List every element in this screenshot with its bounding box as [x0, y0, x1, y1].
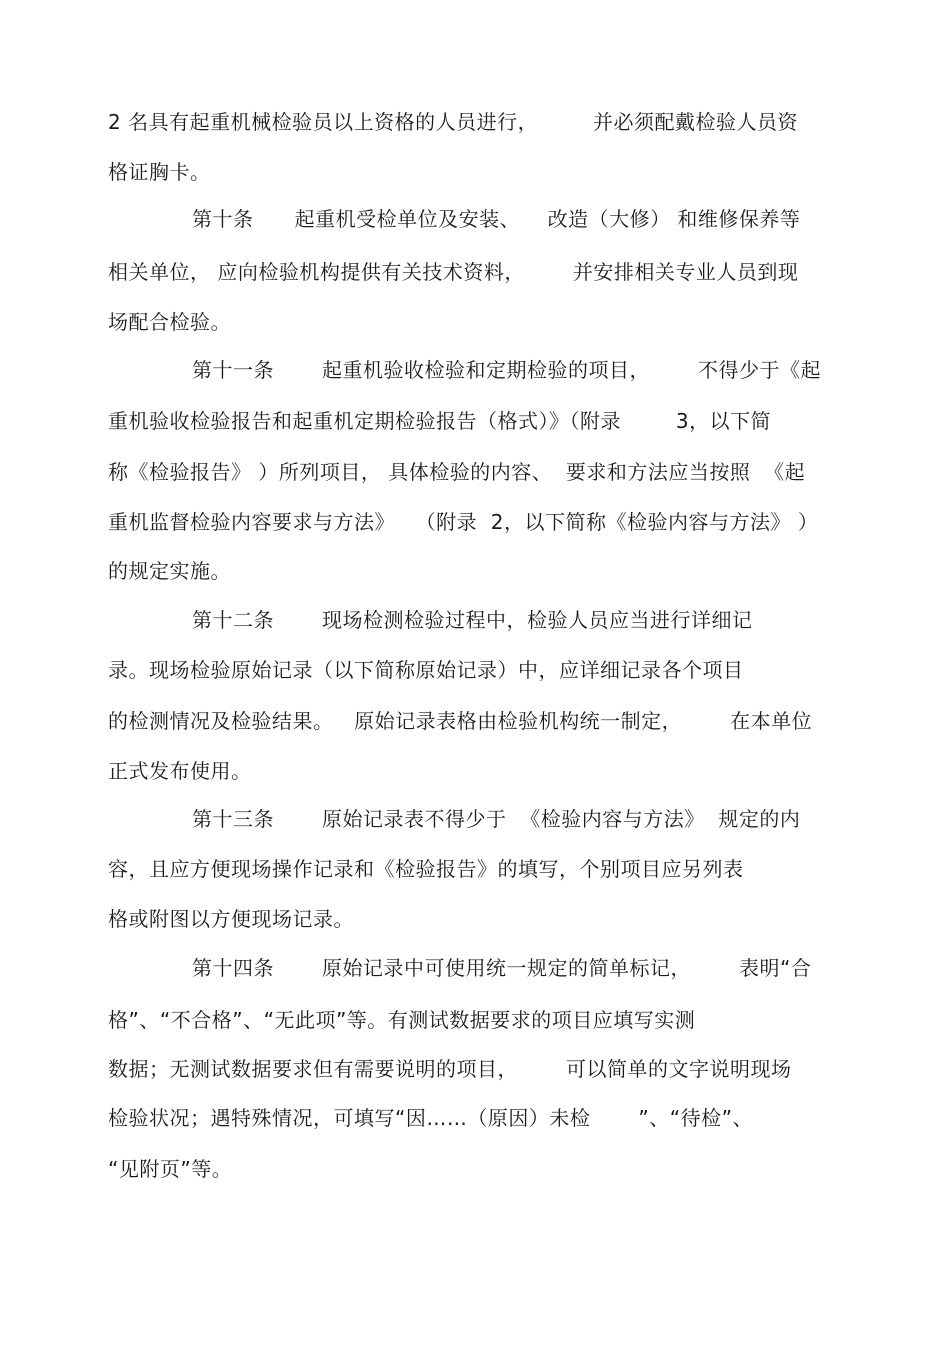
- article-10-line: 第十条 起重机受检单位及安装、 改造（大修） 和维修保养等: [192, 207, 801, 231]
- text-line: 数据；无测试数据要求但有需要说明的项目， 可以简单的文字说明现场: [108, 1057, 792, 1081]
- article-11-line: 第十一条 起重机验收检验和定期检验的项目， 不得少于《起: [192, 358, 822, 382]
- text-line: 重机验收检验报告和起重机定期检验报告（格式）》（附录 3，以下简: [108, 409, 772, 433]
- text-line: 容，且应方便现场操作记录和《检验报告》的填写，个别项目应另列表: [108, 857, 744, 881]
- text-line: 正式发布使用。: [108, 759, 252, 783]
- text-line: 检验状况；遇特殊情况，可填写“因……（原因）未检 ”、“待检”、: [108, 1106, 753, 1130]
- text-line: 的检测情况及检验结果。 原始记录表格由检验机构统一制定， 在本单位: [108, 709, 813, 733]
- text-line: 的规定实施。: [108, 559, 231, 583]
- text-line: 相关单位， 应向检验机构提供有关技术资料， 并安排相关专业人员到现: [108, 260, 799, 284]
- text-line: 格证胸卡。: [108, 160, 211, 184]
- text-line: 2 名具有起重机械检验员以上资格的人员进行， 并必须配戴检验人员资: [108, 110, 798, 134]
- text-line: 格”、“不合格”、“无此项”等。有测试数据要求的项目应填写实测: [108, 1008, 696, 1032]
- article-14-line: 第十四条 原始记录中可使用统一规定的简单标记， 表明“合: [192, 956, 812, 980]
- text-line: 称《检验报告》 ）所列项目， 具体检验的内容、 要求和方法应当按照 《起: [108, 460, 806, 484]
- text-line: 录。现场检验原始记录（以下简称原始记录）中，应详细记录各个项目: [108, 658, 744, 682]
- article-12-line: 第十二条 现场检测检验过程中，检验人员应当进行详细记: [192, 608, 753, 632]
- text-line: 重机监督检验内容要求与方法》 （附录 2，以下简称《检验内容与方法》 ）: [108, 510, 819, 534]
- text-line: 场配合检验。: [108, 310, 231, 334]
- text-line: “见附页”等。: [108, 1157, 233, 1181]
- article-13-line: 第十三条 原始记录表不得少于 《检验内容与方法》 规定的内: [192, 807, 801, 831]
- text-line: 格或附图以方便现场记录。: [108, 907, 354, 931]
